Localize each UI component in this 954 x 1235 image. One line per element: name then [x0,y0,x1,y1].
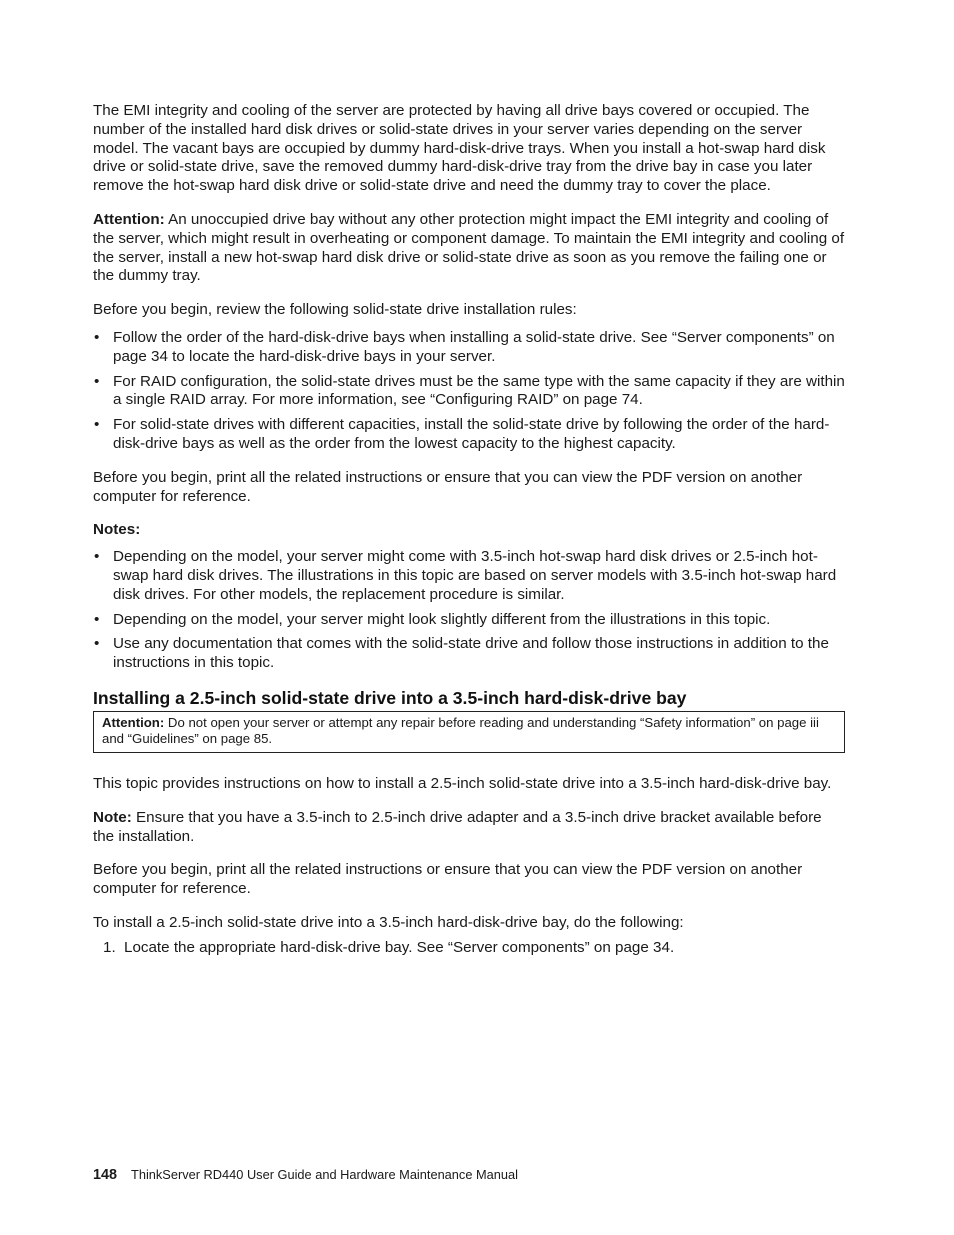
rules-intro: Before you begin, review the following solid-state drive installation rules: [93,301,577,319]
attention-box [93,711,845,753]
attention-label: Attention: [93,210,165,228]
step-number: 1. [103,938,116,956]
step-item [93,939,845,958]
list-item: • Follow the order of the hard-disk-drive bays when installing a solid-state drive. See “Server components” on page 34 to locate the hard-disk-drive bays in your server. [93,329,845,367]
rules-list [93,329,845,454]
print-instructions: Before you begin, print all the related instructions or ensure that you can view the PDF version on another computer for reference. [93,861,803,898]
list-item: • For solid-state drives with different capacities, install the solid-state drive by following the order of the hard-disk-drive bays as well as the order from the lowest capacity to the highest capacity. [93,416,845,454]
notes-heading: Notes: [93,521,141,539]
print-instructions: Before you begin, print all the related instructions or ensure that you can view the PDF version on another computer for reference. [93,468,803,505]
attention-text: An unoccupied drive bay without any other protection might impact the EMI integrity and cooling of the server, which might result in overheating or component damage. To maintain the EMI integrity and cooling of the server, install a new hot-swap hard disk drive or solid-state drive as soon as you remove the failing one or the dummy tray. [93,210,845,285]
steps-intro: To install a 2.5-inch solid-state drive into a 3.5-inch hard-disk-drive bay, do the following: [93,913,684,931]
section-heading: Installing a 2.5-inch solid-state drive into a 3.5-inch hard-disk-drive bay [93,687,687,708]
list-item: • For RAID configuration, the solid-state drives must be the same type with the same capacity if they are within a single RAID array. For more information, see “Configuring RAID” on page 74. [93,373,845,411]
attention-paragraph [93,211,845,286]
note-paragraph [93,809,845,847]
list-item: • Use any documentation that comes with the solid-state drive and follow those instructions in addition to the instructions in this topic. [93,635,845,673]
note-label: Note: [93,808,132,826]
intro-paragraph: The EMI integrity and cooling of the server are protected by having all drive bays covered or occupied. The number of the installed hard disk drives or solid-state drives in your server varies depending on the server model. The vacant bays are occupied by dummy hard-disk-drive trays. When you install a hot-swap hard disk drive or solid-state drive, save the removed dummy hard-disk-drive tray from the drive bay in case you later remove the hot-swap hard disk drive or solid-state drive and need the dummy tray to cover the place. [93,102,826,195]
attention-box-label: Attention: [102,714,165,730]
manual-title: ThinkServer RD440 User Guide and Hardware Maintenance Manual [131,1167,518,1182]
list-item: • Depending on the model, your server might look slightly different from the illustrations in this topic. [93,611,845,630]
note-text: Ensure that you have a 3.5-inch to 2.5-inch drive adapter and a 3.5-inch drive bracket available before the installation. [93,808,822,845]
page-number: 148 [93,1167,118,1183]
page-content [93,102,845,958]
topic-intro: This topic provides instructions on how to install a 2.5-inch solid-state drive into a 3.5-inch hard-disk-drive bay. [93,774,832,792]
notes-list [93,548,845,673]
list-item: • Depending on the model, your server might come with 3.5-inch hot-swap hard disk drives or 2.5-inch hot-swap hard disk drives. The illustrations in this topic are based on server models with 3.5-inch hot-swap hard disk drives. For other models, the replacement procedure is similar. [93,548,845,604]
page-footer [93,1166,518,1185]
steps-list [93,939,845,958]
attention-box-text: Do not open your server or attempt any repair before reading and understanding “Safety information” on page iii and “Guidelines” on page 85. [102,714,819,747]
step-text: Locate the appropriate hard-disk-drive bay. See “Server components” on page 34. [124,938,675,956]
